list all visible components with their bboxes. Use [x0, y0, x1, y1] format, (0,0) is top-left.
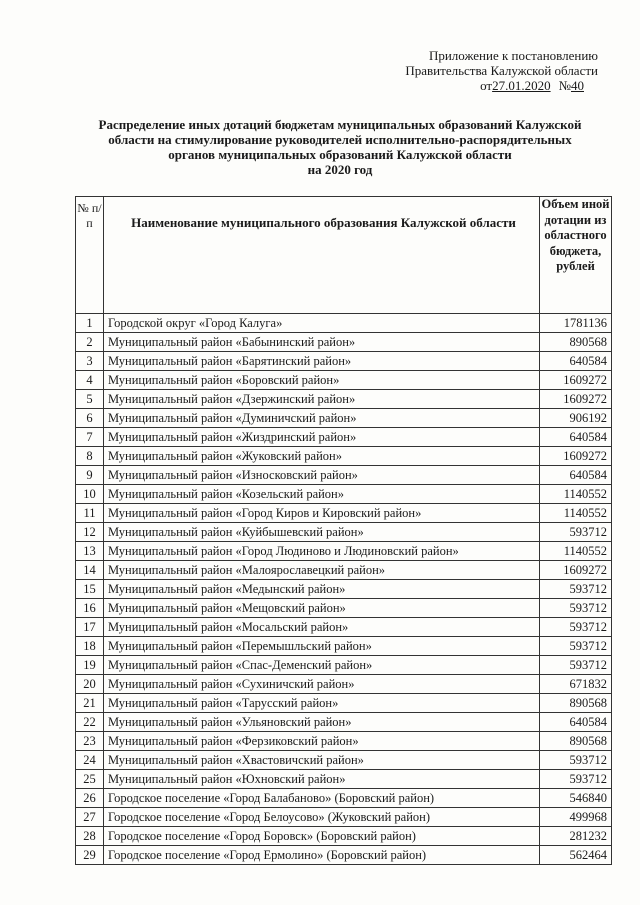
table-row [76, 789, 612, 808]
row-amount: 546840 [540, 789, 612, 808]
row-amount: 890568 [540, 732, 612, 751]
table-row [76, 618, 612, 637]
row-num: 26 [76, 789, 104, 808]
title-line-3: органов муниципальных образований Калужской области [168, 147, 512, 162]
row-name: Муниципальный район «Жиздринский район» [104, 428, 540, 447]
table-row [76, 808, 612, 827]
row-num: 7 [76, 428, 104, 447]
row-num: 4 [76, 371, 104, 390]
row-amount: 671832 [540, 675, 612, 694]
row-name: Муниципальный район «Медынский район» [104, 580, 540, 599]
row-name: Муниципальный район «Сухиничский район» [104, 675, 540, 694]
appendix-date-line [358, 78, 598, 93]
header-amount: Объем иной дотации из областного бюджета, рублей [540, 197, 612, 314]
row-name: Муниципальный район «Город Киров и Кировский район» [104, 504, 540, 523]
row-name: Муниципальный район «Ульяновский район» [104, 713, 540, 732]
row-amount: 1140552 [540, 504, 612, 523]
row-num: 25 [76, 770, 104, 789]
title-line-2: области на стимулирование руководителей исполнительно-распорядительных [108, 132, 572, 147]
row-amount: 593712 [540, 580, 612, 599]
row-name: Городское поселение «Город Балабаново» (Боровский район) [104, 789, 540, 808]
table-row [76, 694, 612, 713]
row-name: Муниципальный район «Дзержинский район» [104, 390, 540, 409]
row-name: Муниципальный район «Куйбышевский район» [104, 523, 540, 542]
row-name: Городское поселение «Город Белоусово» (Жуковский район) [104, 808, 540, 827]
title-line-4: на 2020 год [307, 162, 373, 177]
row-name: Муниципальный район «Износковский район» [104, 466, 540, 485]
row-name: Муниципальный район «Хвастовичский район» [104, 751, 540, 770]
table-row [76, 827, 612, 846]
table-row [76, 390, 612, 409]
table-row [76, 770, 612, 789]
row-num: 18 [76, 637, 104, 656]
row-num: 20 [76, 675, 104, 694]
row-name: Муниципальный район «Тарусский район» [104, 694, 540, 713]
table-row [76, 846, 612, 865]
row-num: 13 [76, 542, 104, 561]
table-row [76, 561, 612, 580]
row-num: 3 [76, 352, 104, 371]
row-amount: 890568 [540, 333, 612, 352]
row-amount: 593712 [540, 751, 612, 770]
date-prefix: от [480, 78, 493, 93]
title-line-1: Распределение иных дотаций бюджетам муниципальных образований Калужской [98, 117, 582, 132]
row-num: 10 [76, 485, 104, 504]
row-num: 8 [76, 447, 104, 466]
row-name: Муниципальный район «Спас-Деменский район» [104, 656, 540, 675]
row-name: Муниципальный район «Думиничский район» [104, 409, 540, 428]
row-amount: 1140552 [540, 542, 612, 561]
row-name: Муниципальный район «Ферзиковский район» [104, 732, 540, 751]
row-num: 27 [76, 808, 104, 827]
row-amount: 1609272 [540, 371, 612, 390]
appendix-line-1: Приложение к постановлению [428, 48, 598, 63]
table-header-row [76, 197, 612, 314]
table-row [76, 675, 612, 694]
row-num: 22 [76, 713, 104, 732]
row-amount: 593712 [540, 770, 612, 789]
row-name: Муниципальный район «Мосальский район» [104, 618, 540, 637]
row-num: 28 [76, 827, 104, 846]
table-row [76, 371, 612, 390]
row-name: Муниципальный район «Юхновский район» [104, 770, 540, 789]
table-row [76, 409, 612, 428]
row-amount: 640584 [540, 713, 612, 732]
row-name: Муниципальный район «Козельский район» [104, 485, 540, 504]
table-row [76, 751, 612, 770]
row-amount: 1609272 [540, 561, 612, 580]
table-row [76, 447, 612, 466]
row-amount: 499968 [540, 808, 612, 827]
table-row [76, 428, 612, 447]
document-title [60, 117, 620, 177]
table-row [76, 599, 612, 618]
row-name: Городское поселение «Город Ермолино» (Боровский район) [104, 846, 540, 865]
table-row [76, 352, 612, 371]
document-number: 40 [571, 78, 584, 93]
row-amount: 593712 [540, 523, 612, 542]
header-num: № п/п [76, 197, 104, 314]
row-num: 11 [76, 504, 104, 523]
row-num: 17 [76, 618, 104, 637]
table-row [76, 713, 612, 732]
row-num: 12 [76, 523, 104, 542]
row-amount: 593712 [540, 637, 612, 656]
row-num: 21 [76, 694, 104, 713]
document-date: 27.01.2020 [492, 78, 551, 93]
table-row [76, 333, 612, 352]
row-num: 2 [76, 333, 104, 352]
row-amount: 1609272 [540, 390, 612, 409]
table-row [76, 504, 612, 523]
appendix-line-2: Правительства Калужской области [405, 63, 598, 78]
row-name: Муниципальный район «Боровский район» [104, 371, 540, 390]
row-amount: 593712 [540, 656, 612, 675]
table-row [76, 656, 612, 675]
row-amount: 640584 [540, 466, 612, 485]
row-amount: 593712 [540, 618, 612, 637]
row-name: Городское поселение «Город Боровск» (Боровский район) [104, 827, 540, 846]
table-row [76, 523, 612, 542]
row-amount: 890568 [540, 694, 612, 713]
row-num: 24 [76, 751, 104, 770]
row-amount: 281232 [540, 827, 612, 846]
row-name: Муниципальный район «Малоярославецкий район» [104, 561, 540, 580]
row-amount: 640584 [540, 428, 612, 447]
row-name: Муниципальный район «Жуковский район» [104, 447, 540, 466]
row-num: 29 [76, 846, 104, 865]
row-num: 1 [76, 314, 104, 333]
row-name: Городской округ «Город Калуга» [104, 314, 540, 333]
table-row [76, 485, 612, 504]
row-amount: 1140552 [540, 485, 612, 504]
row-amount: 640584 [540, 352, 612, 371]
row-num: 6 [76, 409, 104, 428]
row-num: 16 [76, 599, 104, 618]
row-amount: 1609272 [540, 447, 612, 466]
row-name: Муниципальный район «Мещовский район» [104, 599, 540, 618]
row-num: 5 [76, 390, 104, 409]
row-amount: 593712 [540, 599, 612, 618]
row-amount: 562464 [540, 846, 612, 865]
table-row [76, 732, 612, 751]
table-row [76, 580, 612, 599]
table-row [76, 314, 612, 333]
row-num: 15 [76, 580, 104, 599]
row-num: 9 [76, 466, 104, 485]
table-body [76, 314, 612, 865]
table-row [76, 542, 612, 561]
row-num: 14 [76, 561, 104, 580]
table-row [76, 637, 612, 656]
table-row [76, 466, 612, 485]
number-prefix: № [558, 78, 571, 93]
row-name: Муниципальный район «Бабынинский район» [104, 333, 540, 352]
row-name: Муниципальный район «Город Людиново и Людиновский район» [104, 542, 540, 561]
header-name: Наименование муниципального образования Калужской области [104, 197, 540, 314]
row-amount: 906192 [540, 409, 612, 428]
row-name: Муниципальный район «Барятинский район» [104, 352, 540, 371]
subsidy-table [75, 196, 612, 865]
row-num: 19 [76, 656, 104, 675]
row-amount: 1781136 [540, 314, 612, 333]
row-num: 23 [76, 732, 104, 751]
appendix-header [358, 48, 598, 93]
row-name: Муниципальный район «Перемышльский район» [104, 637, 540, 656]
